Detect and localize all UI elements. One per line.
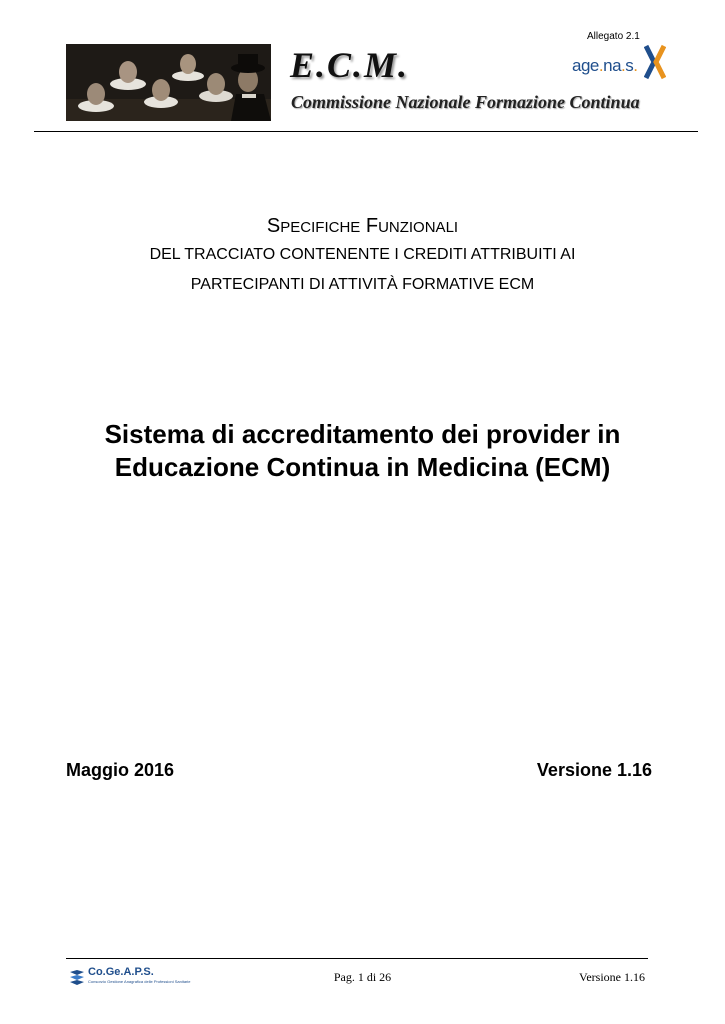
spec-line-2: DEL TRACCIATO CONTENENTE I CREDITI ATTRIBUITI AI xyxy=(149,246,576,263)
spec-line-3: PARTECIPANTI DI ATTIVITÀ FORMATIVE ECM xyxy=(190,276,535,293)
spec-cap-s: S xyxy=(266,215,281,237)
anatomy-lesson-painting xyxy=(66,44,271,121)
spec-heading xyxy=(0,213,725,241)
document-title xyxy=(0,418,725,484)
document-date: Maggio 2016 xyxy=(66,760,175,780)
document-title-line-2: Educazione Continua in Medicina (ECM) xyxy=(114,452,611,482)
document-version: Versione 1.16 xyxy=(536,760,652,780)
spec-rest-2: UNZIONALI xyxy=(378,219,459,236)
footer-version: Versione 1.16 xyxy=(579,970,645,984)
agenas-logo xyxy=(572,44,664,80)
spec-cap-f: F xyxy=(365,215,379,237)
cogeaps-logo-text: Co.Ge.A.P.S. xyxy=(88,966,154,978)
document-title-line-1: Sistema di accreditamento dei provider in xyxy=(104,419,621,449)
ecm-title: E.C.M. xyxy=(290,45,410,85)
header-divider xyxy=(34,131,698,132)
agenas-mark-icon xyxy=(644,44,666,80)
spec-rest-1: PECIFICHE xyxy=(280,219,361,236)
allegato-label: Allegato 2.1 xyxy=(587,31,640,42)
agenas-logo-text: age.na.s. xyxy=(572,56,638,75)
cogeaps-logo-subtext: Consorzio Gestione Anagrafica delle Professioni Sanitarie xyxy=(88,979,191,984)
ecm-subtitle: Commissione Nazionale Formazione Continua xyxy=(291,92,640,112)
page-number: Pag. 1 di 26 xyxy=(333,970,392,984)
footer-divider xyxy=(66,958,648,959)
